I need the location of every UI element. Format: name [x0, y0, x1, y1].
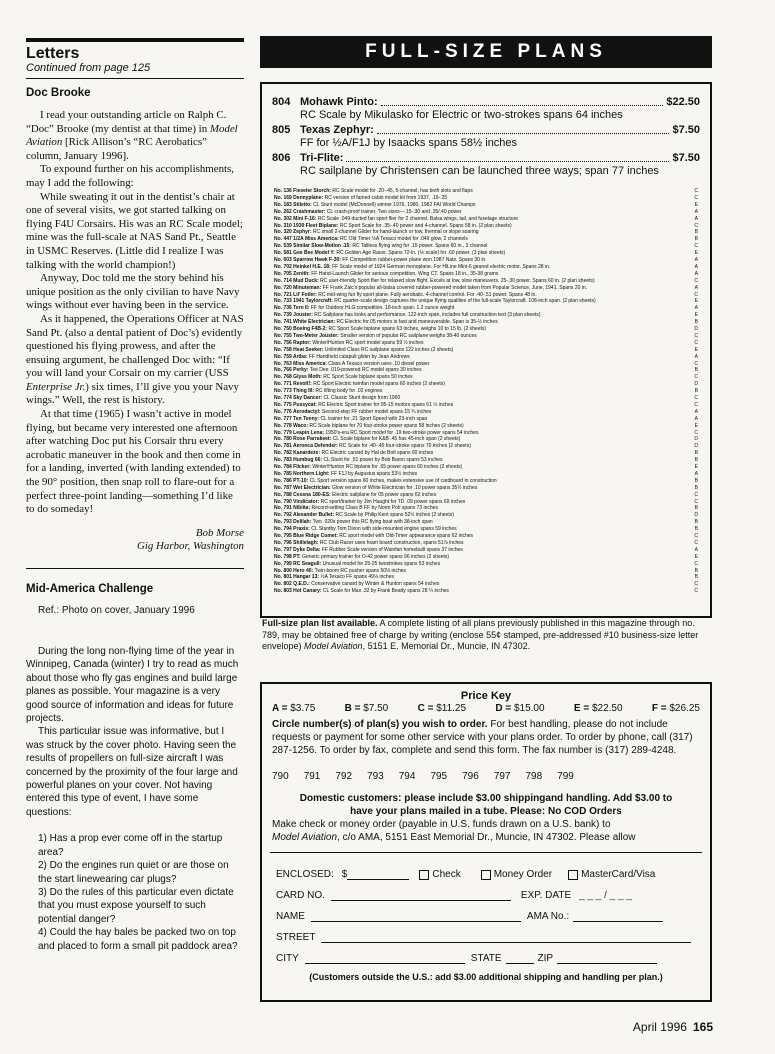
exp-date-field[interactable]: _ _ _ / _ _ _ [579, 890, 632, 901]
payment-line [272, 831, 700, 844]
plan-price-code: B [688, 477, 698, 486]
plan-list-name: No. 768 Glyss Moth: [274, 374, 324, 381]
plan-price-code: B [688, 567, 698, 576]
payment-address: , c/o AMA, 5151 East Memorial Dr., Muncie, IN 47302. Please allow [337, 832, 636, 843]
plan-price-code: C [688, 498, 698, 507]
plan-price: $22.50 [666, 96, 700, 108]
plan-list-desc: RC Scale biplane for 70 four-stroke power spans 58 inches (2 sheets) [309, 422, 464, 429]
plan-list-name: No. 539 Similar Slow-Motion .15: [274, 243, 353, 250]
plan-number-choice[interactable]: 797 [493, 771, 511, 782]
plan-list-desc: RC Sport Scale biplane spans 50 inches [323, 374, 413, 381]
featured-plan[interactable] [272, 96, 700, 122]
letter1-paragraph: While sweating it out in the dentist’s chair at one of several visits, we got started talking on flying F4U Corsairs. His was an RC Scale model; mine was the full-scale at NAS Sand Pt., Seattle in USMC Reserves. (Little did I realize I was talking with the world champion!) [26, 190, 243, 271]
letter-heading-mid-america: Mid-America Challenge [26, 583, 154, 595]
plan-list-name: No. 776 Aerodactyl: [274, 408, 322, 415]
form-divider [270, 852, 702, 853]
plan-price-code: C [688, 560, 698, 569]
plan-list-desc: RC Scale .049 ducted fan sport flier for 2 channel. Balsa wings, tail, and fuselage structure [317, 215, 519, 222]
plan-price-code: C [688, 587, 698, 596]
card-number-label: CARD NO. [276, 890, 325, 901]
plan-price-code: A [688, 208, 698, 217]
plan-list-desc: FF Rubber Scale version of Wainfan homebuilt spans 37 inches [321, 546, 463, 553]
mastercard-visa-checkbox[interactable] [568, 870, 578, 880]
plan-list-name: No. 799 RC Seagull: [274, 560, 323, 567]
instructions-text: For best handling, please do not include requests or payment for some other service with your plans order. To order by phone, call (317) 287-1256. To order by fax, complete and send this form. The fax number is (317) 289-4248. [272, 719, 693, 756]
payment-note [272, 818, 700, 844]
plan-list-desc: CL trainer for .21 Sport Speed with 23-inch span [320, 415, 428, 422]
plan-list-desc: RC Scale by Philip Kent spans 52½ inches (2 sheets) [335, 512, 454, 519]
plan-price-code: C [688, 491, 698, 500]
domestic-note [262, 792, 710, 818]
plan-list-desc: RC Scale for .40-.45 four-stroke spans 70 inches (2 sheets) [339, 443, 471, 450]
plan-price-code: A [688, 408, 698, 417]
plan-list-row [274, 587, 698, 596]
plan-list-name: No. 262 Crashmaster: [274, 208, 327, 215]
plan-price-code: C [688, 339, 698, 348]
plan-list-name: No. 775 Pussycat: [274, 401, 319, 408]
plan-list-desc: RC Golden Age Racer. Spans 72-in. (⅙ scale) for .60 power. (3 plan sheets) [336, 250, 506, 257]
plan-price-code: B [688, 235, 698, 244]
plan-list-desc: RC Sailplane has looks and performance. 122-inch span, includes full construction text (3 plan sheets) [314, 312, 541, 319]
plan-list-name: No. 784 Flicker: [274, 464, 313, 470]
letter2-paragraph: This particular issue was informative, but I was struck by the cover photo. Having seen the results of propellers on full-size aircraft I was concerned by the proximity of the four large and powerful planes on your cover. Not having entered this type of event, I have some questions: [26, 726, 238, 818]
money-order-label: Money Order [493, 869, 553, 880]
plan-list-name: No. 733 1941 Taylorcraft: [274, 298, 335, 305]
plan-price-code: D [688, 442, 698, 451]
plan-number-choice[interactable]: 796 [462, 771, 479, 782]
signature-place: Gig Harbor, Washington [136, 540, 244, 553]
dollar-sign: $ [341, 869, 348, 880]
plan-list-name: No. 741 White Electrician: [274, 319, 337, 326]
footnote-lead: Full-size plan list available. [262, 618, 378, 628]
plan-list-name: No. 785 Northern Light: [274, 470, 331, 477]
card-number-field[interactable] [331, 888, 511, 901]
plan-list-name: No. 781 Aeronca Defender: [274, 443, 340, 450]
price-key-item: C = $11.25 [417, 703, 467, 714]
plan-name: Mohawk Pinto: [300, 96, 378, 108]
plan-list-name: No. 800 Hero 40: [274, 567, 315, 574]
price-key-item: F = $26.25 [651, 703, 700, 714]
plan-list-desc: RC small 2-channel Glider for hand-launch or tow, thermal or slope soaring [312, 229, 479, 236]
plan-list-name: No. 795 Blue Ridge Comet: [274, 533, 340, 539]
plan-price-code: E [688, 553, 698, 562]
zip-field[interactable] [557, 951, 657, 964]
plan-number: 806 [272, 152, 291, 164]
plan-list-name: No. 774 Sky Dancer: [274, 395, 324, 401]
letters-column [26, 38, 244, 953]
plan-price-code: C [688, 394, 698, 403]
plan-list-desc: Generic primary trainer for O-42 power spans 96 inches (2 sheets) [302, 553, 450, 560]
plan-list-name: No. 702 Heinkel H.E. 18: [274, 263, 333, 270]
plan-number: 804 [272, 96, 291, 108]
plan-list-desc: RC Club Racer uses foam board construction, spans 51⅞ inches [319, 539, 464, 546]
money-order-checkbox[interactable] [481, 870, 491, 880]
mastercard-visa-label: MasterCard/Visa [581, 869, 656, 880]
name-label: NAME [276, 911, 305, 922]
plan-description: FF for ½A/F1J by Isaacks spans 58½ inches [300, 137, 518, 149]
plan-list-desc: Winter/Hunton RC sport model spans 59 ½ inches [312, 339, 424, 346]
footnote-address: , 5151 E. Memorial Dr., Muncie, IN 47302. [362, 641, 531, 651]
letter2-paragraph: During the long non-flying time of the year in Winnipeg, Canada (winter) I try to read as much about those who fly gas engines and build large planes as possible. Your magazine is a very good source of information and ideas for future projects. [26, 646, 239, 725]
ama-number-field[interactable] [573, 909, 663, 922]
letter1-paragraph: To expound further on his accomplishments, may I add the following: [26, 163, 235, 189]
plan-list-name: No. 763 Miss America: [274, 360, 329, 367]
plan-number-choice[interactable]: 790 [272, 771, 289, 782]
letter1-paragraph: I read your outstanding article on Ralph C. “Doc” Brooke (my dentist at that time) in Model Aviation [Rick Allison’s “RC Aerobatics” column, January 1996]. [26, 109, 238, 162]
letter2-question: 1) Has a prop ever come off in the startup area? [38, 833, 223, 858]
plan-list-name: No. 736 Tern II: [274, 305, 311, 312]
plan-price-code: E [688, 422, 698, 431]
plan-price-code: A [688, 546, 698, 555]
plan-list-desc: FF Frank Zaic's popular all-balsa covered rubber-powered model taken from Popular Science, June, 1941. Spans 20 in. [322, 284, 588, 291]
plan-list-desc: Unlimited Class RC sailplane spans 122 inches (2 sheets) [324, 346, 454, 353]
state-label: STATE [470, 953, 502, 964]
plan-list-desc: RC Tailless flying wing for .15 power. Spans 60 in., 3 channel [352, 243, 488, 250]
plan-price-code: D [688, 435, 698, 444]
plan-list-desc: RC Electric Sport trainer for 05-15 motors spans 61 ½ inches [318, 401, 454, 408]
state-field[interactable] [506, 951, 534, 964]
plan-price-code: B [688, 518, 698, 527]
plan-price-code: A [688, 263, 698, 272]
letter2-question: 2) Do the engines run quiet or are those on the start linewearing car plugs? [38, 860, 229, 885]
street-label: STREET [276, 932, 316, 943]
plan-price-code: C [688, 401, 698, 410]
plan-list-desc: FF for Outdoor HLG competition. 18-inch span. 1.2 ounce weight [310, 305, 455, 312]
plan-price-code: A [688, 470, 698, 479]
plan-list-desc: RC version of famed cabin model kit from 1937, .19-.25 [324, 194, 448, 201]
plan-list-name: No. 802 Q.E.D.: [274, 581, 312, 588]
plan-list-name: No. 797 Dyke Delta: [274, 546, 322, 553]
plan-list-name: No. 136 Fieseler Storch: [274, 188, 333, 194]
plan-list-desc: RC Scale model for .20-.45, 5-channel, has both slots and flaps [332, 188, 473, 194]
plan-price: $7.50 [672, 152, 700, 164]
plan-list-desc: RC user-friendly Sport flier for relaxed slow flight. Excels at low, slow maneuvers. 25-.30 power. Spans 60 in. (2 plan sheets) [320, 277, 595, 284]
plan-price-code: C [688, 429, 698, 438]
plan-list-desc: RC Old Timer ½A Texaco model for .049 glow, 2 channels [340, 236, 468, 243]
letter1-paragraph: At that time (1965) I wasn’t active in model flying, but became very interested one afternoon after watching Doc put his Corsair thru every acrobatic maneuver in the book and then come in for a landing, inverted (with landing extended) to the 90° position, then snap roll to flare-out for a perfect three-point landing—something I’d like to do someday! [26, 408, 241, 516]
price-key-item: E = $22.50 [573, 703, 623, 714]
price-key-title: Price Key [460, 690, 512, 702]
plan-list-name: No. 755 Two-Meter Jouster: [274, 332, 341, 339]
plan-price-code: C [688, 242, 698, 251]
plan-list-desc: Winter/Hunton RC biplane for .65 power spans 60 inches (2 sheets) [312, 464, 463, 470]
plan-name: Tri-Flite: [300, 152, 344, 164]
plan-list-name: No. 778 Waco: [274, 422, 310, 429]
leader-dots [377, 124, 670, 134]
plans-box [260, 82, 712, 618]
payment-line: Make check or money order (payable in U.S. funds drawn on a U.S. bank) to [272, 819, 611, 830]
check-checkbox[interactable] [419, 870, 429, 880]
footnote-text: A complete listing of all plans previously published in this magazine through no. 789, may be obtained free of charge by writing (enclose 55¢ stamped, pre-addressed #10 business-size letter envelope) [262, 618, 699, 651]
signature-name: Bob Morse [195, 526, 244, 539]
plan-list-desc: CL Scale for Max .32 by Frank Beatty spans 28 ¼ inches [322, 588, 449, 595]
plan-list-desc: RC quarter-scale design captures the unique flying qualities of the full-scale Taylorcraft. 108-inch span. (2 plan sheets) [334, 298, 596, 305]
plan-list-desc: Class A Texaco version uses .10 diesel power [328, 360, 430, 367]
plan-price-code: C [688, 360, 698, 369]
plan-price-code: D [688, 380, 698, 389]
plan-list-name: No. 739 Jouster: [274, 312, 315, 319]
continued-note: Continued from page 125 [26, 62, 244, 79]
plan-list-name: No. 183 Stiletto: [274, 201, 314, 208]
plan-list-desc: RC mid-wing fun fly sport plane. Fully aerobatic. 4-channel control. For .40-.51 power. Spans 48 in. [318, 291, 537, 298]
domestic-line: Domestic customers: please include $3.00 shippingand handling. Add $3.00 to [299, 793, 673, 804]
enclosed-amount-field[interactable] [347, 867, 409, 880]
plan-price-code: C [688, 187, 698, 196]
street-field[interactable] [321, 930, 691, 943]
plan-list-name: No. 783 Humbug 66: [274, 457, 324, 464]
plan-list-name: No. 803 Hot Canary: [274, 588, 323, 595]
order-form [260, 682, 712, 1002]
plan-number-choice[interactable]: 793 [367, 771, 384, 782]
plan-list-desc: RC Sport Scale biplane spans 63 inches, weighs 10 to 15 lb. (2 sheets) [328, 326, 487, 332]
plan-list-name: No. 721 Lil' Foiler: [274, 291, 319, 298]
plan-price-code: A [688, 353, 698, 362]
plan-list-name: No. 793 Delilah: [274, 519, 313, 526]
outside-us-note: (Customers outside the U.S.: add $3.00 additional shipping and handling per plan.) [309, 972, 663, 982]
plan-price-code: C [688, 332, 698, 341]
plan-list-name: No. 759 Ariba: [274, 353, 309, 360]
plan-price-code: B [688, 456, 698, 465]
plan-price-code: C [688, 539, 698, 548]
plan-price-code: A [688, 415, 698, 424]
plan-price-code: C [688, 373, 698, 382]
plan-price-code: E [688, 311, 698, 320]
plan-list-name: No. 720 Minuteman: [274, 284, 323, 291]
plan-list-name: No. 766 Perky: [274, 367, 310, 374]
plan-price-code: E [688, 201, 698, 210]
letter1-paragraph: Anyway, Doc told me the story behind his unique position as the only civilian to have Navy wings without ever having been in the service. [26, 272, 240, 312]
plan-price-code: B [688, 387, 698, 396]
city-field[interactable] [305, 951, 465, 964]
plan-price-code: E [688, 463, 698, 472]
enclosed-label: ENCLOSED: [276, 869, 334, 880]
plan-list-desc: FF Competition rubber-power plane won 1987 Nats. Spans 30 in. [342, 257, 487, 263]
plan-list-name: No. 320 Zephyr: [274, 229, 313, 236]
letter2-question: 3) Do the rules of this particular even dictate that you must expose yourself to such potential danger? [38, 886, 234, 925]
plan-list-desc: RC lifting body for .02 engines [315, 388, 383, 395]
plan-list-desc: FF F1J by Augustus spans 53½ inches [330, 470, 418, 477]
section-title: Letters [26, 45, 80, 62]
plan-list-desc: Twin-boom RC pusher spans 50⅛ inches [314, 567, 407, 574]
plan-list-name: No. 782 Kanardeze: [274, 450, 322, 457]
plan-number: 805 [272, 124, 291, 136]
exp-date-label: EXP. DATE [520, 890, 572, 901]
page-number: 165 [692, 1020, 713, 1034]
plan-price-code: A [688, 284, 698, 293]
plan-list-name: No. 447 1/2A Miss America: [274, 236, 341, 243]
plan-list-name: No. 750 Boeing F4B-2: [274, 326, 329, 332]
plan-price-code: B [688, 504, 698, 513]
plan-list-desc: RC Sport Electric twinfan model spans 60 inches (2 sheets) [313, 381, 445, 388]
check-label: Check [432, 869, 461, 880]
price-key [272, 703, 700, 714]
plan-list-desc: CL Classic Stunt design from 1960 [323, 395, 401, 401]
price-key-item: D = $15.00 [495, 703, 545, 714]
plan-description: RC sailplane by Christensen can be launched three ways; span 77 inches [300, 165, 659, 177]
plan-number-choice[interactable]: 798 [525, 771, 543, 782]
plan-price-code: E [688, 249, 698, 258]
plan-price-code: A [688, 270, 698, 279]
plan-list-desc: CL Scale biplane for K&B .45 has 45-inch span (2 sheets) [332, 436, 461, 443]
plan-number-choice[interactable]: 799 [557, 771, 574, 782]
plan-list-name: No. 794 Praxis: [274, 526, 312, 533]
plan-number-choices [272, 771, 700, 782]
plan-price-code: A [688, 304, 698, 313]
payment-magazine: Model Aviation [272, 832, 338, 843]
plan-list-desc: Record-setting Class B FF by Norm Poti spans 73 inches [311, 505, 438, 512]
plan-list-desc: CL crash-proof trainer. Two sizes—.15-.30 and .35/.40 power [326, 208, 462, 215]
header-rule [26, 38, 244, 42]
plan-price-code: B [688, 366, 698, 375]
domestic-line: have your plans mailed in a tube. Please: No COD Orders [350, 806, 622, 817]
plan-price-code: B [688, 484, 698, 493]
plan-price-code: E [688, 297, 698, 306]
letter2-ref: Ref.: Photo on cover, January 1996 [38, 605, 195, 616]
plan-price-code: B [688, 449, 698, 458]
leader-dots [346, 152, 669, 162]
plan-description: RC Scale by Mikulasko for Electric or two-strokes spans 64 inches [300, 109, 623, 121]
plan-list-name: No. 788 Cessna 180-ES: [274, 491, 333, 498]
plan-list [274, 187, 698, 593]
plan-list-name: No. 779 Leapin Lena: [274, 429, 326, 436]
featured-plan[interactable] [272, 152, 700, 178]
plan-list-name: No. 603 Sparrow Hawk F-30: [274, 257, 343, 263]
plan-list-name: No. 169 Dennyplane: [274, 194, 325, 201]
plan-price-code: D [688, 325, 698, 334]
plan-list-name: No. 758 Heat Seeker: [274, 346, 325, 353]
plan-list-desc: Electric sailplane for 05 power spans 62 inches [332, 491, 437, 498]
plan-list-desc: CL Stunt model (McDonnell) winner 1976, 1980, 1982 FAI World Champs [313, 201, 476, 208]
plan-list-name: No. 771 Revolt!: [274, 381, 314, 388]
ama-number-label: AMA No.: [526, 911, 570, 922]
plan-list-name: No. 792 Alexander Bullet: [274, 512, 336, 519]
plan-price-code: C [688, 222, 698, 231]
plan-price-code: C [688, 580, 698, 589]
plan-list-name: No. 581 Gee Bee Model Y: [274, 250, 337, 257]
plan-price-code: B [688, 318, 698, 327]
plan-list-name: No. 796 Shillelagh: [274, 539, 320, 546]
plan-list-footnote [262, 618, 710, 653]
order-instructions [272, 718, 700, 757]
plan-list-desc: Tee Dee .010-powered RC model spans 30 inches [309, 367, 422, 374]
plan-list-desc: ½A Texaco FF spans 49⅛ inches [320, 574, 394, 581]
plan-list-desc: FF Hand-Launch Glider for serious competition. Wing CT. Spans 18 in., 35-38 grams [311, 270, 499, 277]
city-label: CITY [276, 953, 299, 964]
plan-list-desc: 1950's-era RC Sport model for .19 two-stroke power spans 54 inches [325, 429, 479, 436]
letter1-paragraph: As it happened, the Operations Officer at NAS Sand Pt. (also a dental patient of Doc’s) evidently questioned his flying prowess, and after the ensuing argument, he challenged Doc with: “If you will land your Corsair on my carrier (USS Enterprise Jr.) six times, I’ll give you your Navy wings.” Well, the rest is history. [26, 312, 244, 407]
plan-list-desc: Glow version of White Electrician for .10 power spans 35½ inches [331, 484, 478, 491]
letter-divider [26, 568, 244, 569]
plan-price-code: B [688, 573, 698, 582]
plan-price: $7.50 [672, 124, 700, 136]
plan-price-code: A [688, 256, 698, 265]
plan-list-name: No. 302 Mini F-16: [274, 215, 318, 222]
plan-number-choice[interactable]: 792 [335, 771, 353, 782]
plan-name: Texas Zephyr: [300, 124, 374, 136]
plan-list-desc: Conservative canard by Winter & Hunton spans 54 inches [311, 581, 440, 588]
plan-list-name: No. 801 Hangar 13: [274, 574, 321, 581]
plan-list-name: No. 714 Mud Duck: [274, 277, 321, 284]
footnote-magazine: Model Aviation [304, 641, 363, 651]
signature [26, 527, 244, 554]
plan-list-name: No. 798 PT: [274, 553, 303, 560]
plan-list-desc: FF Handheld catapult glider by Jean Andrews [308, 353, 410, 360]
plan-price-code: D [688, 511, 698, 520]
plan-list-name: No. 310 1930 Fleet Biplane: [274, 222, 340, 229]
plan-price-code: A [688, 215, 698, 224]
issue-date: April 1996 [632, 1020, 687, 1034]
plan-list-desc: RC Electric canard by Hal de Bolt spans 60 inches [321, 450, 434, 457]
plan-price-code: C [688, 291, 698, 300]
letter2-question: 4) Could the hay bales be packed two on top and placed to form a small pit paddock area? [38, 927, 238, 952]
plan-list-desc: FF Scale model of 1924 German monoplane. For HiLine Mini-6 geared electric motor. Spans 28 in. [332, 263, 551, 270]
plan-price-code: E [688, 346, 698, 355]
plan-list-desc: RC sport model with Old-Timer appearance spans 62 inches [339, 533, 474, 539]
plan-list-name: No. 791 Nibiita: [274, 505, 312, 512]
plan-price-code: C [688, 277, 698, 286]
plan-list-name: No. 780 Rose Parrakeet: [274, 436, 333, 443]
letter-heading-doc-brooke: Doc Brooke [26, 87, 91, 99]
plan-number-choice[interactable]: 794 [398, 771, 416, 782]
plan-list-name: No. 705 Zenith: [274, 270, 312, 277]
plan-list-name: No. 790 Vindicator: [274, 498, 321, 505]
price-key-item: A = $3.75 [272, 703, 316, 714]
plan-list-name: No. 773 Thing III: [274, 388, 316, 395]
price-key-item: B = $7.50 [344, 703, 389, 714]
plan-list-desc: Two .020s power this RC flying boat with 38-inch span [312, 519, 433, 526]
plan-list-name: No. 756 Raptor: [274, 339, 313, 346]
featured-plan[interactable] [272, 124, 700, 150]
plan-list-desc: RC Electric for 05 motors is fast and maneuverable. Span is 35-½ inches [336, 319, 498, 326]
plan-list-desc: RC sport/trainer by Jim Haught for TD .09 power spans 69 inches [320, 498, 466, 505]
plan-list-desc: CL Stuntby Tom Dixon with side-mounted engine spans 59 inches [311, 526, 457, 533]
instructions-lead: Circle number(s) of plan(s) you wish to order. [272, 719, 488, 730]
plan-list-name: No. 786 PT-10: [274, 477, 310, 484]
plan-list-name: No. 777 Ten Tenny: [274, 415, 321, 422]
plan-price-code: C [688, 194, 698, 203]
page-footer [633, 1020, 713, 1034]
zip-label: ZIP [537, 953, 554, 964]
order-fields [276, 859, 696, 964]
plan-number-choice[interactable]: 791 [303, 771, 321, 782]
plan-list-name: No. 787 Wet Electrician: [274, 484, 332, 491]
plan-list-desc: CL Sport version spans 60 inches, makes extensive use of cardboard in construction [309, 477, 497, 484]
plan-price-code: C [688, 532, 698, 541]
plan-number-choice[interactable]: 795 [430, 771, 448, 782]
name-field[interactable] [311, 909, 521, 922]
plan-price-code: B [688, 525, 698, 534]
plan-price-code: B [688, 228, 698, 237]
plan-list-desc: Second-step FF rubber model spans 15 ¾ inches [321, 408, 432, 415]
plans-banner: FULL-SIZE PLANS [260, 36, 712, 68]
plan-list-desc: CL Stunt for .51 power by Bob Baron spans 53 inches [323, 457, 443, 464]
plan-list-desc: Smaller version of popular RC sailplane weighs 38-40 ounces [340, 332, 477, 339]
leader-dots [381, 96, 664, 106]
plan-list-desc: RC Sport Scale for .35-.40 power and 4-channel. Spans 58 in. (2 plan sheets) [339, 222, 512, 229]
plan-list-desc: Unusual model for 25-25 twostrokes spans 53 inches [322, 560, 441, 567]
